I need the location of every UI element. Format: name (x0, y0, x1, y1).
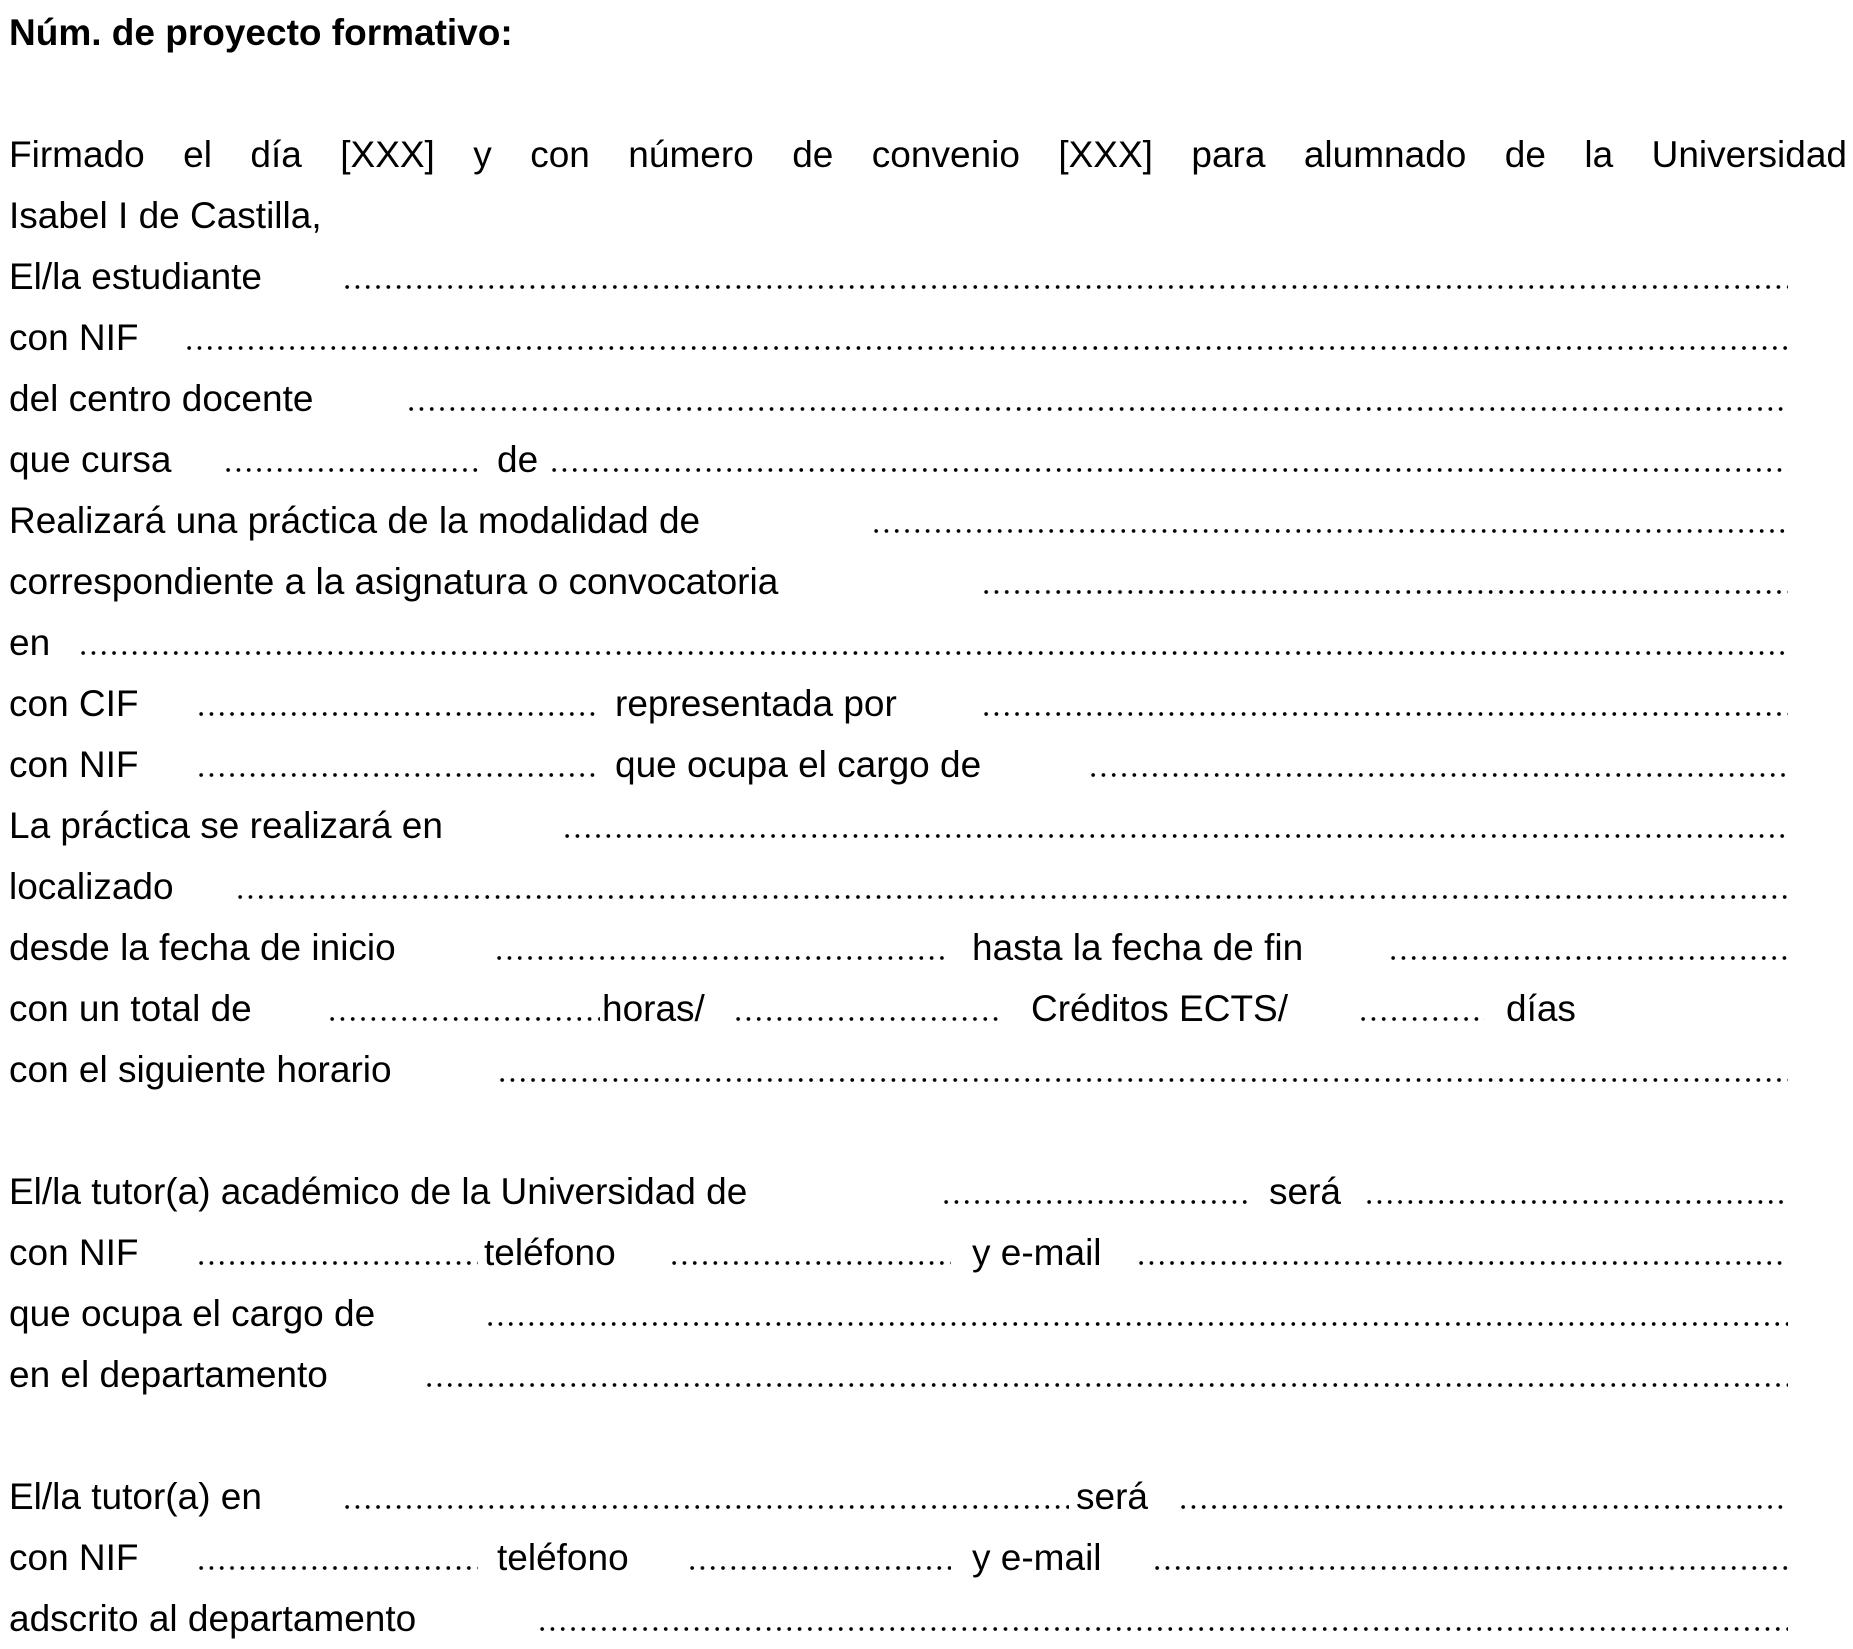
fill-field[interactable] (733, 1016, 998, 1022)
fill-field[interactable] (941, 1199, 1250, 1205)
label: y e-mail (972, 1537, 1102, 1578)
label: de (497, 439, 539, 480)
label: El/la tutor(a) académico de la Universidad de (9, 1171, 748, 1212)
fill-field[interactable] (1136, 1260, 1788, 1266)
label: con NIF (9, 1537, 139, 1578)
label: El/la tutor(a) en (9, 1476, 262, 1517)
label: correspondiente a la asignatura o convocatoria (9, 561, 779, 602)
fill-field[interactable] (1358, 1016, 1485, 1022)
field-cursa (0, 429, 1853, 490)
field-estudiante (0, 246, 1853, 307)
fill-field[interactable] (562, 833, 1788, 839)
fill-field[interactable] (196, 711, 596, 717)
fill-field[interactable] (1178, 1504, 1788, 1510)
label: que ocupa el cargo de (9, 1293, 376, 1334)
fill-field[interactable] (196, 1565, 478, 1571)
label: adscrito al departamento (9, 1598, 417, 1639)
label: días (1506, 988, 1576, 1029)
fill-field[interactable] (1152, 1565, 1788, 1571)
label: en el departamento (9, 1354, 328, 1395)
intro-line-1 (0, 124, 1853, 185)
fill-field[interactable] (184, 345, 1788, 351)
label: teléfono (497, 1537, 629, 1578)
fill-field[interactable] (424, 1382, 1788, 1388)
label: con NIF (9, 317, 139, 358)
field-nif (0, 307, 1853, 368)
academic-tutor-cargo (0, 1283, 1853, 1344)
fill-field[interactable] (669, 1260, 951, 1266)
fill-field[interactable] (485, 1321, 1788, 1327)
page-title: Núm. de proyecto formativo: (9, 12, 513, 53)
field-cif (0, 673, 1853, 734)
academic-tutor-departamento (0, 1344, 1853, 1405)
fill-field[interactable] (1388, 955, 1788, 961)
fill-field[interactable] (871, 528, 1788, 534)
academic-tutor-contact (0, 1222, 1853, 1283)
label: del centro docente (9, 378, 314, 419)
label: será (1269, 1171, 1341, 1212)
company-tutor-contact (0, 1527, 1853, 1588)
fill-field[interactable] (549, 467, 1788, 473)
fill-field[interactable] (342, 1504, 1069, 1510)
field-asignatura (0, 551, 1853, 612)
fill-field[interactable] (196, 772, 596, 778)
field-localizado (0, 856, 1853, 917)
company-tutor-departamento (0, 1588, 1853, 1649)
label: que ocupa el cargo de (615, 744, 982, 785)
label: Realizará una práctica de la modalidad de (9, 500, 701, 541)
field-lugar (0, 795, 1853, 856)
fill-field[interactable] (497, 1077, 1788, 1083)
label: con CIF (9, 683, 139, 724)
label: Créditos ECTS/ (1031, 988, 1289, 1029)
fill-field[interactable] (196, 1260, 478, 1266)
field-modalidad (0, 490, 1853, 551)
title-line (0, 2, 1853, 63)
label: que cursa (9, 439, 172, 480)
fill-field[interactable] (494, 955, 950, 961)
intro-line-2 (0, 185, 1853, 246)
field-horario (0, 1039, 1853, 1100)
intro-text: Firmado el día [XXX] y con número de convenio [XXX] para alumnado de la Universidad (9, 134, 1847, 175)
label: localizado (9, 866, 174, 907)
fill-field[interactable] (537, 1626, 1788, 1632)
field-total (0, 978, 1853, 1039)
label: con el siguiente horario (9, 1049, 392, 1090)
company-tutor-line (0, 1466, 1853, 1527)
label: horas/ (602, 988, 705, 1029)
fill-field[interactable] (981, 589, 1788, 595)
fill-field[interactable] (223, 467, 481, 473)
label: con NIF (9, 1232, 139, 1273)
fill-field[interactable] (78, 650, 1788, 656)
fill-field[interactable] (342, 284, 1788, 290)
fill-field[interactable] (687, 1565, 951, 1571)
label: hasta la fecha de fin (972, 927, 1304, 968)
label: será (1076, 1476, 1148, 1517)
label: La práctica se realizará en (9, 805, 443, 846)
label: desde la fecha de inicio (9, 927, 396, 968)
fill-field[interactable] (1364, 1199, 1788, 1205)
field-nif-cargo (0, 734, 1853, 795)
label: con NIF (9, 744, 139, 785)
fill-field[interactable] (1088, 772, 1788, 778)
label: El/la estudiante (9, 256, 263, 297)
label: y e-mail (972, 1232, 1102, 1273)
intro-text: Isabel I de Castilla, (9, 195, 322, 236)
fill-field[interactable] (981, 711, 1788, 717)
fill-field[interactable] (406, 406, 1788, 412)
field-fechas (0, 917, 1853, 978)
label: representada por (615, 683, 897, 724)
field-centro (0, 368, 1853, 429)
field-en (0, 612, 1853, 673)
fill-field[interactable] (327, 1016, 600, 1022)
academic-tutor-line (0, 1161, 1853, 1222)
label: con un total de (9, 988, 252, 1029)
label: teléfono (484, 1232, 616, 1273)
fill-field[interactable] (235, 894, 1788, 900)
label: en (9, 622, 51, 663)
